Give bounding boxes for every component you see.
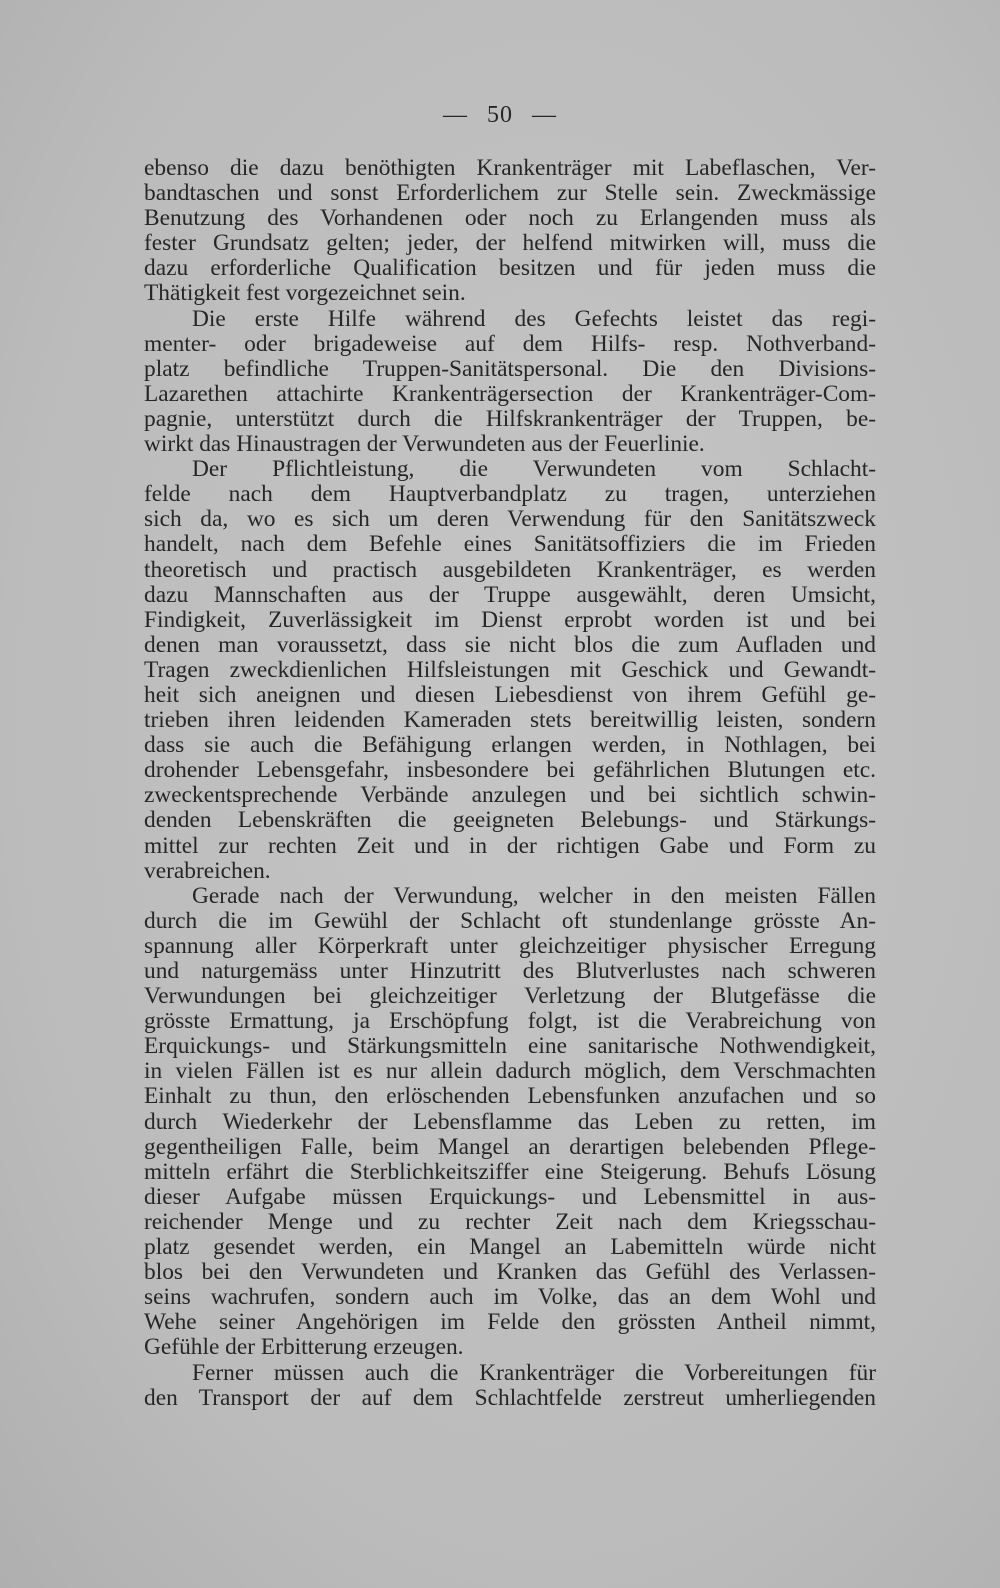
text-line: platz befindliche Truppen-Sanitätspersonal. Die den Divisions- [144, 355, 876, 382]
text-line: dazu erforderliche Qualification besitzen und für jeden muss die [144, 255, 876, 282]
page-number: — 50 — [443, 102, 557, 128]
text-line: Lazarethen attachirte Krankenträgersection der Krankenträger-Com- [144, 380, 876, 407]
text-line: denden Lebenskräften die geeigneten Belebungs- und Stärkungs- [144, 807, 876, 834]
text-line: mitteln erfährt die Sterblichkeitsziffer eine Steigerung. Behufs Lösung [144, 1158, 876, 1185]
text-line: zweckentsprechende Verbände anzulegen und bei sichtlich schwin- [144, 782, 876, 809]
text-line: handelt, nach dem Befehle eines Sanitätsoffiziers die im Frieden [144, 531, 876, 558]
text-line: platz gesendet werden, ein Mangel an Labemitteln würde nicht [144, 1234, 876, 1261]
text-line: blos bei den Verwundeten und Kranken das Gefühl des Verlassen- [144, 1259, 876, 1286]
text-line: fester Grundsatz gelten; jeder, der helfend mitwirken will, muss die [144, 230, 876, 257]
text-line: denen man voraussetzt, dass sie nicht blos die zum Aufladen und [144, 631, 876, 658]
text-line: Ferner müssen auch die Krankenträger die Vorbereitungen für [192, 1359, 876, 1386]
text-line: reichender Menge und zu rechter Zeit nach dem Kriegsschau- [144, 1208, 876, 1235]
text-line: Erquickungs- und Stärkungsmitteln eine sanitarische Nothwendigkeit, [144, 1033, 876, 1060]
text-line: grösste Ermattung, ja Erschöpfung folgt, ist die Verabreichung von [144, 1008, 876, 1035]
text-line: wirkt das Hinaustragen der Verwundeten aus der Feuerlinie. [144, 431, 705, 458]
text-line: felde nach dem Hauptverbandplatz zu tragen, unterziehen [144, 481, 876, 508]
text-line: seins wachrufen, sondern auch im Volke, das an dem Wohl und [144, 1284, 876, 1311]
text-line: heit sich aneignen und diesen Liebesdienst von ihrem Gefühl ge- [144, 681, 876, 708]
text-line: dazu Mannschaften aus der Truppe ausgewählt, deren Umsicht, [144, 581, 876, 608]
text-line: Einhalt zu thun, den erlöschenden Lebensfunken anzufachen und so [144, 1083, 876, 1110]
text-line: Benutzung des Vorhandenen oder noch zu Erlangenden muss als [144, 205, 876, 232]
text-line: Tragen zweckdienlichen Hilfsleistungen mit Geschick und Gewandt- [144, 656, 876, 683]
text-line: durch Wiederkehr der Lebensflamme das Leben zu retten, im [144, 1108, 876, 1135]
text-line: pagnie, unterstützt durch die Hilfskrankenträger der Truppen, be- [144, 405, 876, 432]
text-line: theoretisch und practisch ausgebildeten Krankenträger, es werden [144, 556, 876, 583]
text-line: Die erste Hilfe während des Gefechts leistet das regi- [192, 305, 876, 332]
text-line: Findigkeit, Zuverlässigkeit im Dienst erprobt worden ist und bei [144, 606, 876, 633]
text-line: spannung aller Körperkraft unter gleichzeitiger physischer Erregung [144, 932, 876, 959]
text-line: dass sie auch die Befähigung erlangen werden, in Nothlagen, bei [144, 732, 876, 759]
text-line: Gefühle der Erbitterung erzeugen. [144, 1334, 464, 1361]
text-line: ebenso die dazu benöthigten Krankenträger mit Labeflaschen, Ver- [144, 155, 876, 181]
text-line: trieben ihren leidenden Kameraden stets bereitwillig leisten, sondern [144, 707, 876, 734]
text-line: Wehe seiner Angehörigen im Felde den grössten Antheil nimmt, [144, 1309, 876, 1336]
text-line: bandtaschen und sonst Erforderlichem zur Stelle sein. Zweckmässige [144, 180, 876, 207]
body-text [144, 156, 876, 1411]
text-line: Thätigkeit fest vorgezeichnet sein. [144, 280, 466, 307]
text-line: dieser Aufgabe müssen Erquickungs- und Lebensmittel in aus- [144, 1183, 876, 1210]
text-line: durch die im Gewühl der Schlacht oft stundenlange grösste An- [144, 907, 876, 934]
text-line: sich da, wo es sich um deren Verwendung für den Sanitätszweck [144, 506, 876, 533]
text-line: und naturgemäss unter Hinzutritt des Blutverlustes nach schweren [144, 958, 876, 984]
text-line: in vielen Fällen ist es nur allein dadurch möglich, dem Verschmachten [144, 1058, 876, 1085]
text-line: Der Pflichtleistung, die Verwundeten vom Schlacht- [192, 456, 876, 483]
text-line: drohender Lebensgefahr, insbesondere bei gefährlichen Blutungen etc. [144, 757, 876, 784]
text-line: gegentheiligen Falle, beim Mangel an derartigen belebenden Pflege- [144, 1133, 876, 1160]
text-line: Verwundungen bei gleichzeitiger Verletzung der Blutgefässe die [144, 983, 876, 1010]
text-line: Gerade nach der Verwundung, welcher in den meisten Fällen [192, 882, 876, 909]
text-line: mittel zur rechten Zeit und in der richtigen Gabe und Form zu [144, 832, 876, 859]
text-line: verabreichen. [144, 857, 271, 884]
text-line: menter- oder brigadeweise auf dem Hilfs- resp. Nothverband- [144, 330, 876, 357]
text-line: den Transport der auf dem Schlachtfelde zerstreut umherliegenden [144, 1384, 876, 1411]
